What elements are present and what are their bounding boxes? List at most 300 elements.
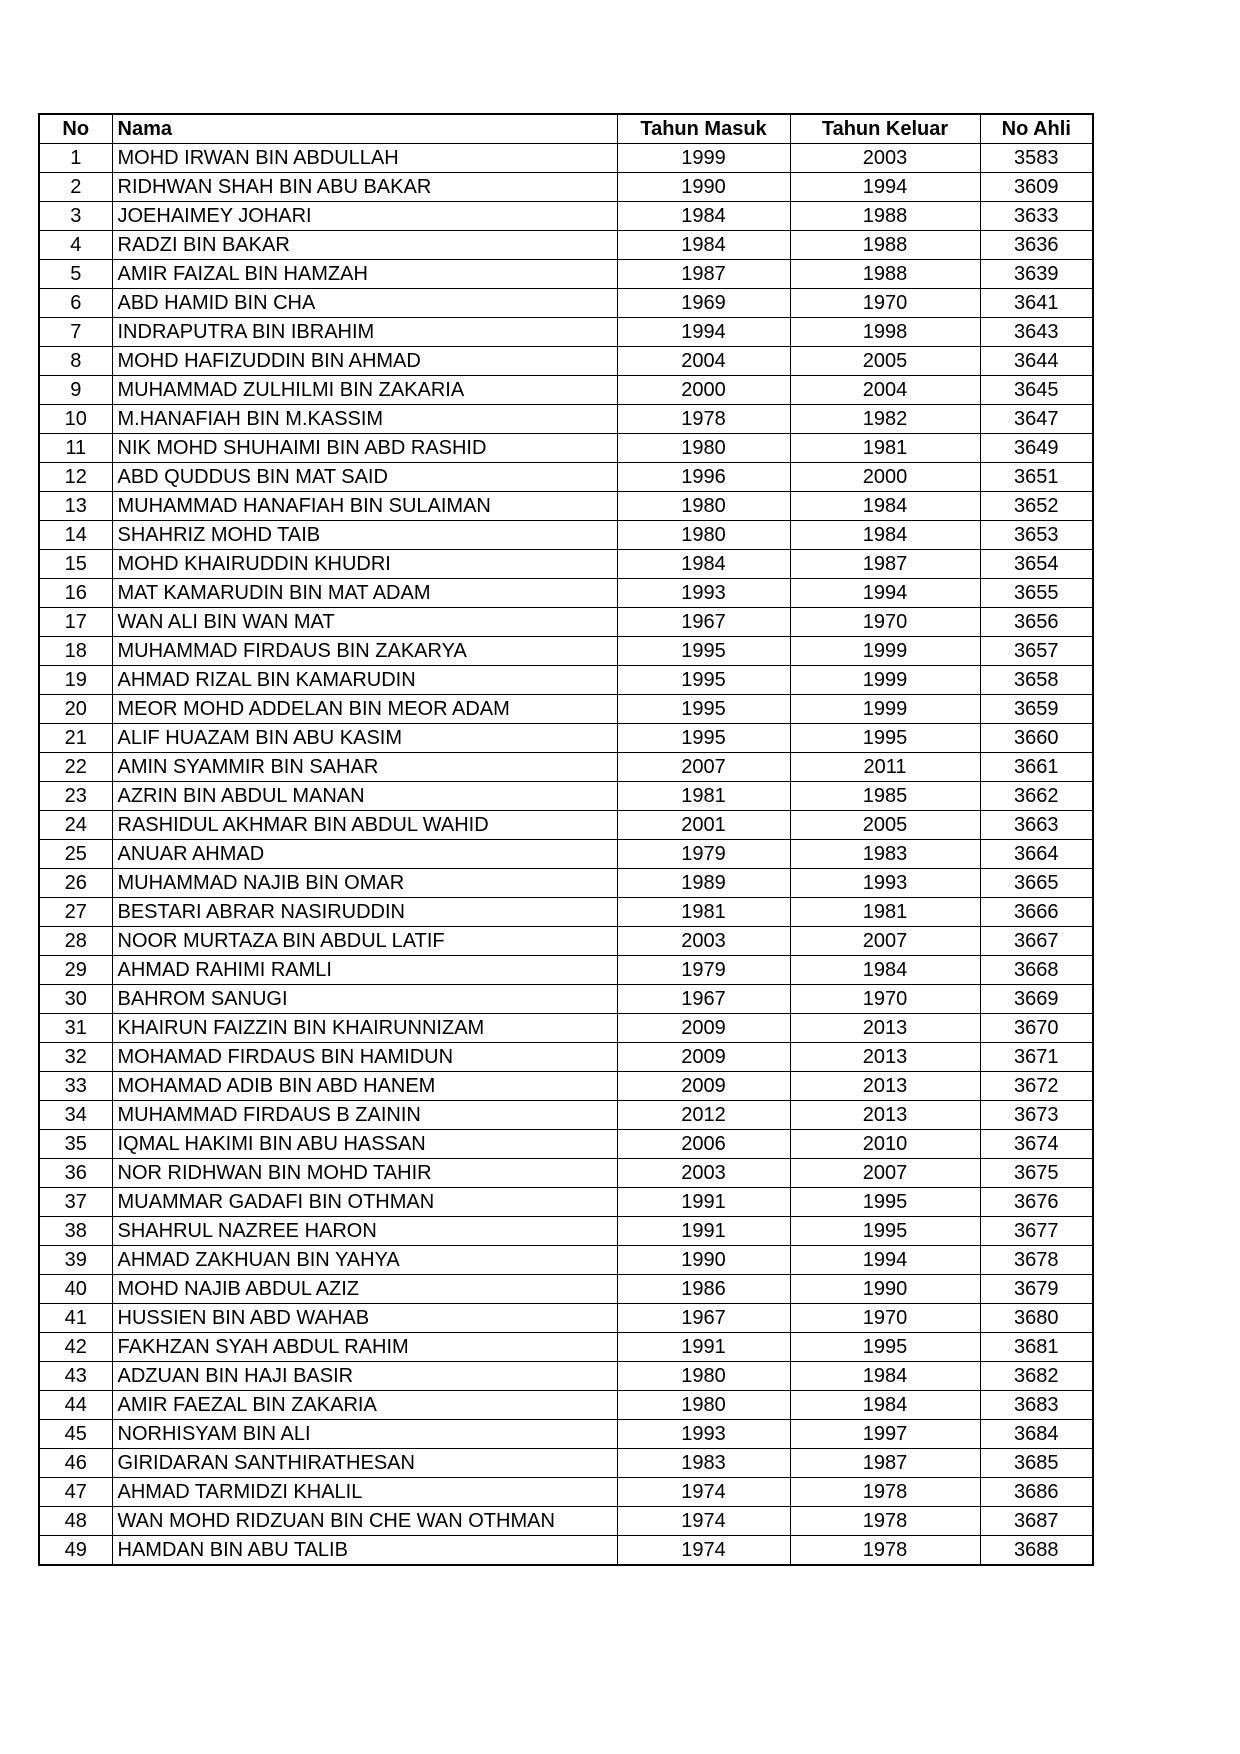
row-tahun-keluar: 2005: [790, 347, 980, 376]
row-tahun-masuk: 1986: [617, 1275, 790, 1304]
row-tahun-masuk: 1967: [617, 1304, 790, 1333]
table-header-row: [39, 114, 1093, 144]
row-nama: WAN ALI BIN WAN MAT: [112, 608, 617, 637]
table-row: [39, 724, 1093, 753]
row-nama: INDRAPUTRA BIN IBRAHIM: [112, 318, 617, 347]
row-no: 19: [39, 666, 112, 695]
table-row: [39, 608, 1093, 637]
row-nama: NOR RIDHWAN BIN MOHD TAHIR: [112, 1159, 617, 1188]
row-nama: BESTARI ABRAR NASIRUDDIN: [112, 898, 617, 927]
table-row: [39, 550, 1093, 579]
row-no-ahli: 3681: [980, 1333, 1093, 1362]
row-tahun-masuk: 1990: [617, 173, 790, 202]
row-tahun-keluar: 1988: [790, 260, 980, 289]
row-no-ahli: 3671: [980, 1043, 1093, 1072]
row-tahun-masuk: 2009: [617, 1014, 790, 1043]
table-row: [39, 1536, 1093, 1566]
row-tahun-keluar: 2003: [790, 144, 980, 173]
row-tahun-masuk: 2009: [617, 1043, 790, 1072]
table-row: [39, 666, 1093, 695]
table-row: [39, 782, 1093, 811]
table-row: [39, 1275, 1093, 1304]
row-tahun-masuk: 1993: [617, 1420, 790, 1449]
table-row: [39, 1507, 1093, 1536]
table-row: [39, 1101, 1093, 1130]
row-nama: MOHD IRWAN BIN ABDULLAH: [112, 144, 617, 173]
row-no-ahli: 3684: [980, 1420, 1093, 1449]
row-tahun-masuk: 1983: [617, 1449, 790, 1478]
row-no-ahli: 3652: [980, 492, 1093, 521]
row-tahun-keluar: 1994: [790, 579, 980, 608]
row-no-ahli: 3656: [980, 608, 1093, 637]
row-tahun-masuk: 2001: [617, 811, 790, 840]
row-tahun-keluar: 1999: [790, 695, 980, 724]
row-tahun-masuk: 1980: [617, 492, 790, 521]
row-tahun-keluar: 1994: [790, 173, 980, 202]
table-row: [39, 521, 1093, 550]
row-no-ahli: 3672: [980, 1072, 1093, 1101]
table-row: [39, 869, 1093, 898]
row-no-ahli: 3678: [980, 1246, 1093, 1275]
row-tahun-keluar: 1970: [790, 608, 980, 637]
row-nama: ADZUAN BIN HAJI BASIR: [112, 1362, 617, 1391]
row-no: 43: [39, 1362, 112, 1391]
row-tahun-keluar: 2013: [790, 1014, 980, 1043]
row-tahun-keluar: 1978: [790, 1536, 980, 1566]
row-no-ahli: 3670: [980, 1014, 1093, 1043]
row-nama: AHMAD TARMIDZI KHALIL: [112, 1478, 617, 1507]
row-tahun-keluar: 1970: [790, 985, 980, 1014]
row-nama: SHAHRUL NAZREE HARON: [112, 1217, 617, 1246]
row-no: 47: [39, 1478, 112, 1507]
row-nama: AHMAD ZAKHUAN BIN YAHYA: [112, 1246, 617, 1275]
row-tahun-masuk: 1991: [617, 1188, 790, 1217]
row-no: 33: [39, 1072, 112, 1101]
row-no: 8: [39, 347, 112, 376]
row-no: 12: [39, 463, 112, 492]
table-row: [39, 1333, 1093, 1362]
row-nama: AHMAD RAHIMI RAMLI: [112, 956, 617, 985]
row-nama: MUHAMMAD HANAFIAH BIN SULAIMAN: [112, 492, 617, 521]
row-no: 44: [39, 1391, 112, 1420]
row-no-ahli: 3667: [980, 927, 1093, 956]
row-no-ahli: 3685: [980, 1449, 1093, 1478]
row-no-ahli: 3663: [980, 811, 1093, 840]
row-nama: MAT KAMARUDIN BIN MAT ADAM: [112, 579, 617, 608]
row-no-ahli: 3645: [980, 376, 1093, 405]
table-row: [39, 173, 1093, 202]
row-no: 20: [39, 695, 112, 724]
row-tahun-keluar: 1984: [790, 1362, 980, 1391]
row-nama: AMIR FAEZAL BIN ZAKARIA: [112, 1391, 617, 1420]
row-no: 25: [39, 840, 112, 869]
table-row: [39, 1159, 1093, 1188]
row-tahun-keluar: 1999: [790, 666, 980, 695]
row-tahun-masuk: 1984: [617, 231, 790, 260]
row-no: 13: [39, 492, 112, 521]
row-no-ahli: 3676: [980, 1188, 1093, 1217]
row-no: 26: [39, 869, 112, 898]
row-no: 21: [39, 724, 112, 753]
table-row: [39, 144, 1093, 173]
row-no: 7: [39, 318, 112, 347]
row-no-ahli: 3660: [980, 724, 1093, 753]
row-nama: M.HANAFIAH BIN M.KASSIM: [112, 405, 617, 434]
row-tahun-masuk: 1995: [617, 724, 790, 753]
row-no: 6: [39, 289, 112, 318]
row-no: 3: [39, 202, 112, 231]
header-tahun-masuk: Tahun Masuk: [617, 114, 790, 144]
row-tahun-keluar: 1995: [790, 1333, 980, 1362]
row-tahun-masuk: 1979: [617, 956, 790, 985]
row-no-ahli: 3658: [980, 666, 1093, 695]
row-no-ahli: 3680: [980, 1304, 1093, 1333]
table-row: [39, 347, 1093, 376]
row-no-ahli: 3636: [980, 231, 1093, 260]
row-tahun-masuk: 1980: [617, 1391, 790, 1420]
row-nama: RADZI BIN BAKAR: [112, 231, 617, 260]
row-no: 35: [39, 1130, 112, 1159]
row-tahun-keluar: 1997: [790, 1420, 980, 1449]
row-nama: KHAIRUN FAIZZIN BIN KHAIRUNNIZAM: [112, 1014, 617, 1043]
row-tahun-masuk: 2007: [617, 753, 790, 782]
row-tahun-masuk: 1980: [617, 1362, 790, 1391]
row-nama: MUAMMAR GADAFI BIN OTHMAN: [112, 1188, 617, 1217]
row-no-ahli: 3664: [980, 840, 1093, 869]
row-no-ahli: 3686: [980, 1478, 1093, 1507]
row-tahun-masuk: 2000: [617, 376, 790, 405]
header-tahun-keluar: Tahun Keluar: [790, 114, 980, 144]
row-nama: MEOR MOHD ADDELAN BIN MEOR ADAM: [112, 695, 617, 724]
table-row: [39, 811, 1093, 840]
row-tahun-masuk: 1979: [617, 840, 790, 869]
table-row: [39, 492, 1093, 521]
row-tahun-keluar: 1988: [790, 231, 980, 260]
row-tahun-masuk: 1995: [617, 666, 790, 695]
row-tahun-masuk: 1980: [617, 521, 790, 550]
row-tahun-masuk: 2012: [617, 1101, 790, 1130]
header-nama: Nama: [112, 114, 617, 144]
row-nama: MUHAMMAD ZULHILMI BIN ZAKARIA: [112, 376, 617, 405]
row-nama: MOHD KHAIRUDDIN KHUDRI: [112, 550, 617, 579]
row-no: 42: [39, 1333, 112, 1362]
row-tahun-keluar: 1984: [790, 492, 980, 521]
row-tahun-masuk: 1984: [617, 202, 790, 231]
row-tahun-keluar: 1981: [790, 434, 980, 463]
row-nama: ABD HAMID BIN CHA: [112, 289, 617, 318]
table-row: [39, 898, 1093, 927]
row-no-ahli: 3609: [980, 173, 1093, 202]
table-row: [39, 1391, 1093, 1420]
row-tahun-keluar: 1984: [790, 1391, 980, 1420]
row-tahun-keluar: 2007: [790, 927, 980, 956]
row-tahun-masuk: 1974: [617, 1478, 790, 1507]
row-no-ahli: 3647: [980, 405, 1093, 434]
row-no-ahli: 3659: [980, 695, 1093, 724]
table-row: [39, 695, 1093, 724]
row-nama: ABD QUDDUS BIN MAT SAID: [112, 463, 617, 492]
row-no-ahli: 3649: [980, 434, 1093, 463]
row-no: 38: [39, 1217, 112, 1246]
table-row: [39, 1362, 1093, 1391]
table-row: [39, 1217, 1093, 1246]
row-no-ahli: 3665: [980, 869, 1093, 898]
row-tahun-masuk: 1989: [617, 869, 790, 898]
row-nama: MOHD NAJIB ABDUL AZIZ: [112, 1275, 617, 1304]
row-tahun-masuk: 2009: [617, 1072, 790, 1101]
table-row: [39, 289, 1093, 318]
table-row: [39, 260, 1093, 289]
row-tahun-masuk: 1974: [617, 1536, 790, 1566]
row-tahun-masuk: 1978: [617, 405, 790, 434]
table-row: [39, 1246, 1093, 1275]
row-tahun-keluar: 1982: [790, 405, 980, 434]
row-nama: IQMAL HAKIMI BIN ABU HASSAN: [112, 1130, 617, 1159]
row-no: 5: [39, 260, 112, 289]
row-nama: ALIF HUAZAM BIN ABU KASIM: [112, 724, 617, 753]
row-tahun-masuk: 1994: [617, 318, 790, 347]
row-tahun-keluar: 2005: [790, 811, 980, 840]
row-tahun-keluar: 1970: [790, 289, 980, 318]
table-row: [39, 985, 1093, 1014]
header-no-ahli: No Ahli: [980, 114, 1093, 144]
row-tahun-masuk: 1991: [617, 1333, 790, 1362]
row-nama: AHMAD RIZAL BIN KAMARUDIN: [112, 666, 617, 695]
row-no-ahli: 3675: [980, 1159, 1093, 1188]
row-tahun-keluar: 2007: [790, 1159, 980, 1188]
row-no-ahli: 3662: [980, 782, 1093, 811]
table-row: [39, 637, 1093, 666]
row-tahun-masuk: 2003: [617, 1159, 790, 1188]
row-tahun-keluar: 1987: [790, 1449, 980, 1478]
row-nama: MUHAMMAD NAJIB BIN OMAR: [112, 869, 617, 898]
row-tahun-masuk: 1984: [617, 550, 790, 579]
row-tahun-keluar: 1970: [790, 1304, 980, 1333]
row-tahun-keluar: 1978: [790, 1478, 980, 1507]
table-row: [39, 840, 1093, 869]
row-nama: ANUAR AHMAD: [112, 840, 617, 869]
row-nama: WAN MOHD RIDZUAN BIN CHE WAN OTHMAN: [112, 1507, 617, 1536]
row-no-ahli: 3639: [980, 260, 1093, 289]
row-no: 1: [39, 144, 112, 173]
row-no-ahli: 3682: [980, 1362, 1093, 1391]
table-row: [39, 202, 1093, 231]
row-no: 15: [39, 550, 112, 579]
row-tahun-masuk: 1995: [617, 695, 790, 724]
table-row: [39, 1478, 1093, 1507]
table-row: [39, 1449, 1093, 1478]
row-no: 32: [39, 1043, 112, 1072]
row-no-ahli: 3683: [980, 1391, 1093, 1420]
row-nama: AZRIN BIN ABDUL MANAN: [112, 782, 617, 811]
row-no: 36: [39, 1159, 112, 1188]
table-row: [39, 753, 1093, 782]
row-no-ahli: 3644: [980, 347, 1093, 376]
row-tahun-keluar: 1994: [790, 1246, 980, 1275]
row-tahun-keluar: 1984: [790, 956, 980, 985]
row-tahun-keluar: 1995: [790, 724, 980, 753]
row-nama: MOHD HAFIZUDDIN BIN AHMAD: [112, 347, 617, 376]
row-no: 18: [39, 637, 112, 666]
row-tahun-keluar: 1987: [790, 550, 980, 579]
row-no: 11: [39, 434, 112, 463]
table-row: [39, 956, 1093, 985]
row-no: 39: [39, 1246, 112, 1275]
table-row: [39, 434, 1093, 463]
row-tahun-keluar: 1995: [790, 1217, 980, 1246]
table-row: [39, 318, 1093, 347]
row-no-ahli: 3657: [980, 637, 1093, 666]
row-no: 41: [39, 1304, 112, 1333]
row-nama: MOHAMAD ADIB BIN ABD HANEM: [112, 1072, 617, 1101]
row-tahun-keluar: 1993: [790, 869, 980, 898]
row-tahun-keluar: 2004: [790, 376, 980, 405]
row-tahun-masuk: 1969: [617, 289, 790, 318]
row-nama: AMIN SYAMMIR BIN SAHAR: [112, 753, 617, 782]
row-no: 29: [39, 956, 112, 985]
row-tahun-masuk: 1967: [617, 985, 790, 1014]
row-no: 2: [39, 173, 112, 202]
row-tahun-keluar: 1984: [790, 521, 980, 550]
table-row: [39, 1043, 1093, 1072]
row-tahun-keluar: 1988: [790, 202, 980, 231]
row-tahun-masuk: 1981: [617, 898, 790, 927]
row-no: 4: [39, 231, 112, 260]
row-no: 45: [39, 1420, 112, 1449]
row-tahun-keluar: 1985: [790, 782, 980, 811]
row-tahun-masuk: 1999: [617, 144, 790, 173]
row-no-ahli: 3679: [980, 1275, 1093, 1304]
row-tahun-masuk: 2003: [617, 927, 790, 956]
row-no-ahli: 3643: [980, 318, 1093, 347]
row-no: 46: [39, 1449, 112, 1478]
row-tahun-keluar: 1981: [790, 898, 980, 927]
row-nama: MUHAMMAD FIRDAUS B ZAININ: [112, 1101, 617, 1130]
row-no-ahli: 3651: [980, 463, 1093, 492]
row-no: 16: [39, 579, 112, 608]
table-row: [39, 376, 1093, 405]
row-nama: SHAHRIZ MOHD TAIB: [112, 521, 617, 550]
row-tahun-keluar: 2013: [790, 1072, 980, 1101]
row-no-ahli: 3673: [980, 1101, 1093, 1130]
row-no-ahli: 3677: [980, 1217, 1093, 1246]
row-no: 37: [39, 1188, 112, 1217]
row-nama: BAHROM SANUGI: [112, 985, 617, 1014]
row-nama: NIK MOHD SHUHAIMI BIN ABD RASHID: [112, 434, 617, 463]
table-body: [39, 144, 1093, 1566]
row-tahun-keluar: 1999: [790, 637, 980, 666]
row-no: 9: [39, 376, 112, 405]
table-row: [39, 1130, 1093, 1159]
row-tahun-masuk: 1990: [617, 1246, 790, 1275]
row-tahun-keluar: 2011: [790, 753, 980, 782]
row-nama: MUHAMMAD FIRDAUS BIN ZAKARYA: [112, 637, 617, 666]
row-no-ahli: 3661: [980, 753, 1093, 782]
row-no-ahli: 3687: [980, 1507, 1093, 1536]
row-no-ahli: 3653: [980, 521, 1093, 550]
row-nama: JOEHAIMEY JOHARI: [112, 202, 617, 231]
row-no-ahli: 3666: [980, 898, 1093, 927]
members-table: [38, 113, 1094, 1566]
row-tahun-masuk: 2004: [617, 347, 790, 376]
row-no: 22: [39, 753, 112, 782]
header-no: No: [39, 114, 112, 144]
row-no: 49: [39, 1536, 112, 1566]
row-tahun-masuk: 1980: [617, 434, 790, 463]
table-row: [39, 231, 1093, 260]
table-row: [39, 1420, 1093, 1449]
row-no: 31: [39, 1014, 112, 1043]
row-no: 27: [39, 898, 112, 927]
row-tahun-masuk: 1993: [617, 579, 790, 608]
row-no: 28: [39, 927, 112, 956]
row-no-ahli: 3688: [980, 1536, 1093, 1566]
row-no-ahli: 3641: [980, 289, 1093, 318]
row-tahun-masuk: 1995: [617, 637, 790, 666]
row-no: 14: [39, 521, 112, 550]
row-tahun-keluar: 1978: [790, 1507, 980, 1536]
row-nama: RASHIDUL AKHMAR BIN ABDUL WAHID: [112, 811, 617, 840]
table-row: [39, 1188, 1093, 1217]
row-nama: GIRIDARAN SANTHIRATHESAN: [112, 1449, 617, 1478]
table-row: [39, 405, 1093, 434]
table-row: [39, 1014, 1093, 1043]
row-no-ahli: 3674: [980, 1130, 1093, 1159]
row-no: 17: [39, 608, 112, 637]
table-row: [39, 463, 1093, 492]
row-nama: NOOR MURTAZA BIN ABDUL LATIF: [112, 927, 617, 956]
row-tahun-keluar: 1983: [790, 840, 980, 869]
row-tahun-masuk: 1981: [617, 782, 790, 811]
row-nama: FAKHZAN SYAH ABDUL RAHIM: [112, 1333, 617, 1362]
row-no-ahli: 3654: [980, 550, 1093, 579]
row-tahun-masuk: 1987: [617, 260, 790, 289]
row-tahun-masuk: 1991: [617, 1217, 790, 1246]
table-row: [39, 1304, 1093, 1333]
row-tahun-keluar: 1990: [790, 1275, 980, 1304]
row-no: 10: [39, 405, 112, 434]
row-nama: HUSSIEN BIN ABD WAHAB: [112, 1304, 617, 1333]
row-nama: AMIR FAIZAL BIN HAMZAH: [112, 260, 617, 289]
row-nama: MOHAMAD FIRDAUS BIN HAMIDUN: [112, 1043, 617, 1072]
row-no-ahli: 3668: [980, 956, 1093, 985]
row-tahun-keluar: 2000: [790, 463, 980, 492]
table-row: [39, 927, 1093, 956]
row-tahun-keluar: 1998: [790, 318, 980, 347]
row-nama: RIDHWAN SHAH BIN ABU BAKAR: [112, 173, 617, 202]
row-no-ahli: 3633: [980, 202, 1093, 231]
table-row: [39, 1072, 1093, 1101]
row-tahun-masuk: 1967: [617, 608, 790, 637]
row-no: 24: [39, 811, 112, 840]
row-no: 23: [39, 782, 112, 811]
row-no: 34: [39, 1101, 112, 1130]
row-tahun-keluar: 2013: [790, 1101, 980, 1130]
row-tahun-keluar: 2013: [790, 1043, 980, 1072]
row-tahun-masuk: 1996: [617, 463, 790, 492]
row-no: 30: [39, 985, 112, 1014]
row-no-ahli: 3655: [980, 579, 1093, 608]
row-no: 40: [39, 1275, 112, 1304]
row-tahun-keluar: 2010: [790, 1130, 980, 1159]
row-tahun-masuk: 2006: [617, 1130, 790, 1159]
row-no: 48: [39, 1507, 112, 1536]
row-nama: HAMDAN BIN ABU TALIB: [112, 1536, 617, 1566]
row-tahun-keluar: 1995: [790, 1188, 980, 1217]
row-nama: NORHISYAM BIN ALI: [112, 1420, 617, 1449]
row-tahun-masuk: 1974: [617, 1507, 790, 1536]
row-no-ahli: 3583: [980, 144, 1093, 173]
